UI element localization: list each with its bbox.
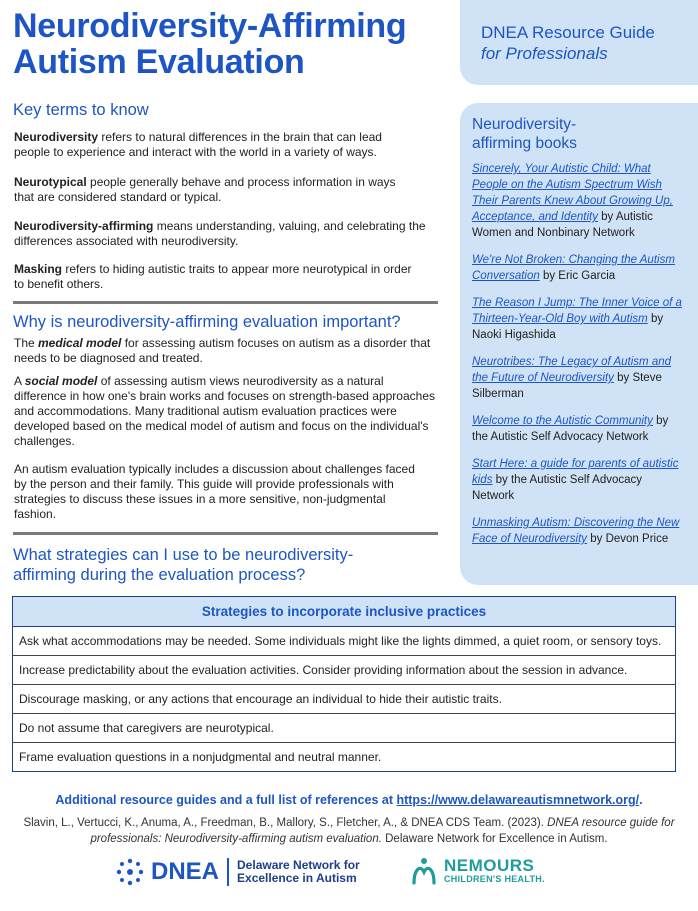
guide-line-2: for Professionals [481,44,608,63]
nemours-subtitle: CHILDREN'S HEALTH. [444,874,545,884]
book-link[interactable]: Sincerely, Your Autistic Child: What People on the Autism Spectrum Wish Their Parents Knew About Growing Up, Acceptance, and Identity [472,163,673,223]
table-row: Frame evaluation questions in a nonjudgmental and neutral manner. [19,750,382,764]
table-row: Discourage masking, or any actions that encourage an individual to hide their autistic traits. [13,685,675,714]
why-heading: Why is neurodiversity-affirming evaluation important? [13,313,401,331]
book-link[interactable]: Start Here: a guide for parents of autistic kids [472,458,679,486]
medical-model-paragraph: The medical model for assessing autism focuses on autism as a disorder that needs to be diagnosed and treated. [14,336,431,365]
resource-guide-badge [460,0,698,85]
book-item: Neurotribes: The Legacy of Autism and the Future of Neurodiversity by Steve Silberman [472,356,672,400]
dnea-logo [115,856,360,888]
logo-divider [227,858,229,886]
term-neurotypical: Neurotypical people generally behave and process information in ways that are considered standard or typical. [14,175,396,204]
book-item: Sincerely, Your Autistic Child: What People on the Autism Spectrum Wish Their Parents Knew About Growing Up, Acceptance, and Identity by Autistic Women and Nonbinary Network [472,163,673,239]
book-link[interactable]: The Reason I Jump: The Inner Voice of a Thirteen-Year-Old Boy with Autism [472,297,682,325]
website-link[interactable]: https://www.delawareautismnetwork.org/ [396,793,640,807]
divider [13,532,438,535]
citation: Slavin, L., Vertucci, K., Anuma, A., Freedman, B., Mallory, S., Fletcher, A., & DNEA CDS Team. (2023). DNEA resource guide for professionals: Neurodiversity-affirming autism evaluation. Delaware Network for Excellence in Autism. [23,817,675,845]
table-row: Ask what accommodations may be needed. Some individuals might like the lights dimmed, a quiet room, or sensory toys. [13,627,675,656]
strategies-table [12,596,676,772]
evaluation-paragraph: An autism evaluation typically includes a discussion about challenges faced by the person and their family. This guide will provide professionals with strategies to discuss these issues in a more sensitive, non-judgmental fashion. [14,462,415,521]
dnea-subtitle: Delaware Network for Excellence in Autism [237,858,360,885]
title-line-2: Autism Evaluation [13,43,305,81]
divider [13,301,438,304]
nemours-wordmark: NEMOURS [444,856,535,875]
nemours-figure-icon [410,856,438,886]
dnea-star-icon [115,857,145,887]
key-terms-heading: Key terms to know [13,101,149,119]
table-row: Increase predictability about the evaluation activities. Consider providing information about the session in advance. [13,656,675,685]
table-header: Strategies to incorporate inclusive practices [13,597,675,627]
strategies-heading: What strategies can I use to be neurodiversity- affirming during the evaluation process? [13,546,354,584]
title-line-1: Neurodiversity-Affirming [13,7,407,45]
book-link[interactable]: Unmasking Autism: Discovering the New Face of Neurodiversity [472,517,680,545]
nemours-logo [410,856,545,886]
term-neurodiversity: Neurodiversity refers to natural differences in the brain that can lead people to experience and interact with the world in a variety of ways. [14,130,382,159]
books-heading: Neurodiversity-affirming books [472,116,577,152]
table-row: Do not assume that caregivers are neurotypical. [13,714,675,743]
social-model-paragraph: A social model of assessing autism views neurodiversity as a natural difference in how one's brain works and focuses on strength-based approaches and accommodations. Many traditional autism evaluation practices were developed based on the medical model of autism and focus on the individual's challenges. [14,374,435,448]
page-title [13,8,443,80]
book-item: We're Not Broken: Changing the Autism Conversation by Eric Garcia [472,254,675,282]
book-link[interactable]: Neurotribes: The Legacy of Autism and the Future of Neurodiversity [472,356,672,384]
book-item: Unmasking Autism: Discovering the New Face of Neurodiversity by Devon Price [472,517,680,545]
resources-line: Additional resource guides and a full list of references at https://www.delawareautismnetwork.org/. [55,793,643,807]
book-link[interactable]: We're Not Broken: Changing the Autism Conversation [472,254,675,282]
book-item: Start Here: a guide for parents of autistic kids by the Autistic Self Advocacy Network [472,458,679,502]
book-item: Welcome to the Autistic Community by the Autistic Self Advocacy Network [472,415,669,443]
term-neurodiversity-affirming: Neurodiversity-affirming means understanding, valuing, and celebrating the differences associated with neurodiversity. [14,219,426,248]
books-sidebar [460,103,698,585]
term-masking: Masking refers to hiding autistic traits to appear more neurotypical in order to benefit others. [14,262,412,291]
book-link[interactable]: Welcome to the Autistic Community [472,415,653,427]
book-item: The Reason I Jump: The Inner Voice of a Thirteen-Year-Old Boy with Autism by Naoki Higashida [472,297,682,341]
dnea-wordmark: DNEA [151,858,220,885]
guide-line-1: DNEA Resource Guide [481,23,655,42]
